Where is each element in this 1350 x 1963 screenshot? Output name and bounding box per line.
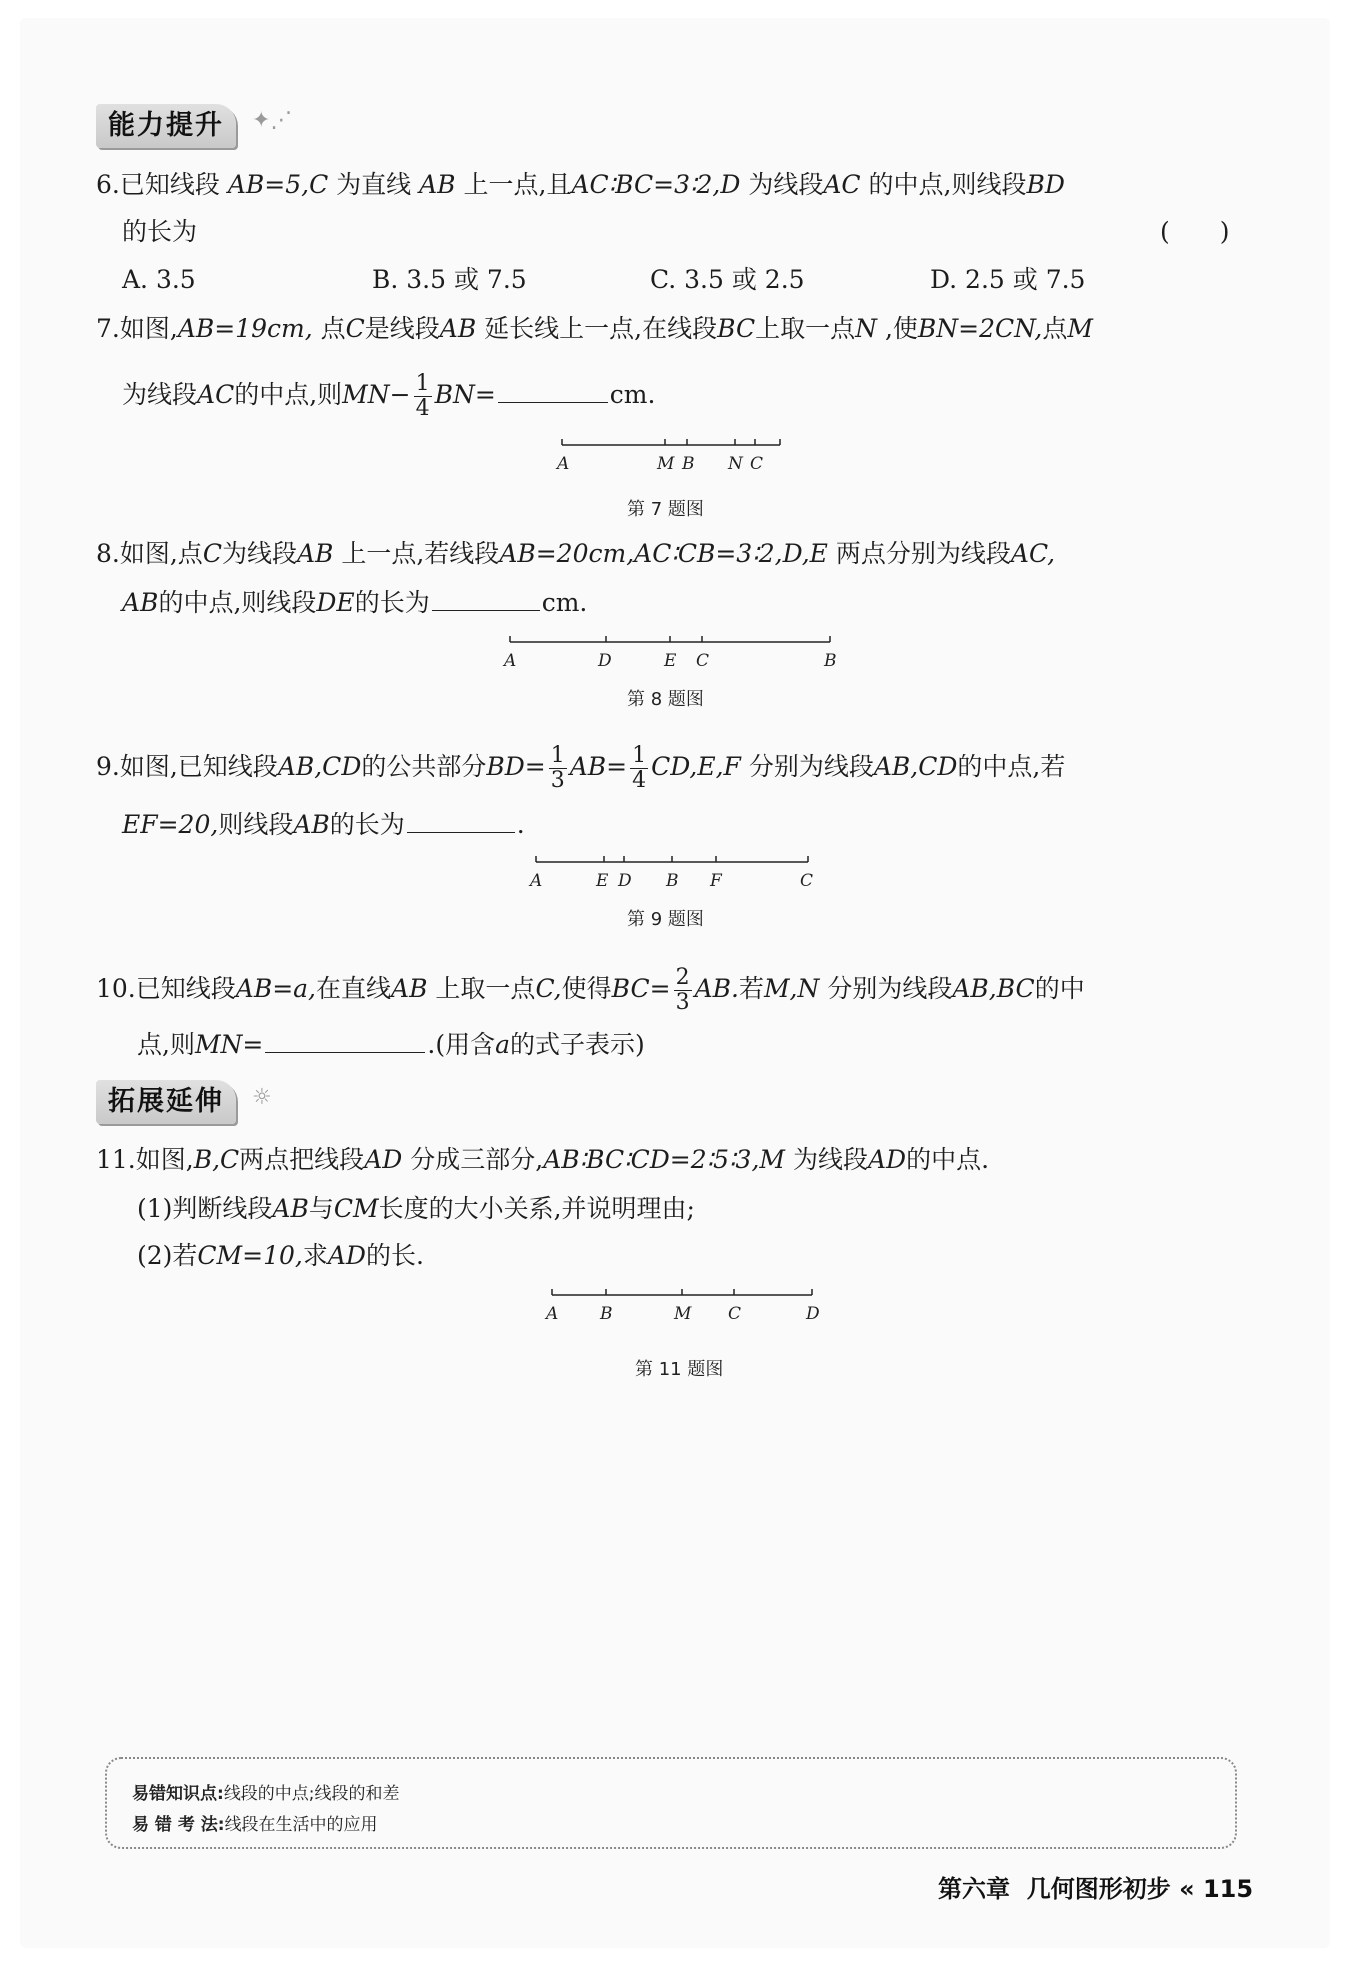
point-label: B xyxy=(600,1304,613,1324)
question-9-line-2: EF=20,则线段AB的长为 . xyxy=(122,810,525,839)
point-label: B xyxy=(666,871,679,891)
point-label: D xyxy=(618,871,632,891)
point-label: A xyxy=(557,454,570,474)
option-a[interactable]: A. 3.5 xyxy=(122,265,196,294)
answer-blank[interactable] xyxy=(432,586,540,611)
error-tip-method: 易 错 考 法:线段在生活中的应用 xyxy=(132,1815,378,1835)
question-10-line-2: 点,则MN= .(用含a的式子表示) xyxy=(137,1030,645,1059)
question-8-line-1: 8.如图,点C为线段AB 上一点,若线段AB=20cm,AC∶CB=3∶2,D,E 两点分别为线段AC, xyxy=(96,539,1056,568)
page-footer: 第六章 几何图形初步 « 115 xyxy=(938,1875,1254,1903)
question-11-sub-1: (1)判断线段AB与CM长度的大小关系,并说明理由; xyxy=(137,1194,695,1223)
question-11-line-1: 11.如图,B,C两点把线段AD 分成三部分,AB∶BC∶CD=2∶5∶3,M 为线段AD的中点. xyxy=(96,1145,990,1174)
point-label: D xyxy=(806,1304,820,1324)
question-8-line-2: AB的中点,则线段DE的长为 cm. xyxy=(122,588,588,617)
question-7-line-2: 为线段AC的中点,则MN− $\frac{1}{4}$ BN= cm. xyxy=(122,371,656,421)
fraction: $\frac{2}{3}$ xyxy=(675,965,690,1015)
page-number: 115 xyxy=(1202,1875,1254,1903)
point-label: A xyxy=(546,1304,559,1324)
figure-9-segment xyxy=(526,850,826,894)
figure-11-caption: 第 11 题图 xyxy=(635,1359,724,1380)
figure-7-segment xyxy=(550,433,790,477)
point-label: F xyxy=(710,871,722,891)
answer-blank[interactable] xyxy=(407,808,515,833)
answer-blank[interactable] xyxy=(265,1028,425,1053)
point-label: C xyxy=(750,454,764,474)
figure-11-segment xyxy=(540,1283,830,1327)
point-label: A xyxy=(530,871,543,891)
figure-8-caption: 第 8 题图 xyxy=(627,689,704,710)
section-title-ability: 能力提升 xyxy=(96,104,236,148)
answer-blank[interactable] xyxy=(498,378,608,403)
figure-9-caption: 第 9 题图 xyxy=(627,909,704,930)
figure-8-segment xyxy=(500,630,850,674)
lightbulb-icon: ☼ xyxy=(252,1085,272,1110)
point-label: M xyxy=(657,454,675,474)
option-c[interactable]: C. 3.5 或 2.5 xyxy=(650,265,805,294)
point-label: D xyxy=(598,651,612,671)
question-6-line-1: 6.已知线段 AB=5,C 为直线 AB 上一点,且AC∶BC=3∶2,D 为线段AC 的中点,则线段BD xyxy=(96,170,1065,199)
point-label: A xyxy=(504,651,517,671)
sparkle-icon: ✦⋰ xyxy=(252,108,293,133)
point-label: C xyxy=(696,651,710,671)
error-tip-knowledge: 易错知识点:线段的中点;线段的和差 xyxy=(132,1784,400,1804)
fraction: $\frac{1}{4}$ xyxy=(632,743,647,793)
question-9-line-1: 9.如图,已知线段AB,CD的公共部分BD= $\frac{1}{3}$ AB= $\frac{1}{4}$ CD,E,F 分别为线段AB,CD的中点,若 xyxy=(96,743,1066,793)
figure-7-caption: 第 7 题图 xyxy=(627,499,704,520)
double-chevron-icon: « xyxy=(1179,1875,1195,1903)
point-label: M xyxy=(674,1304,692,1324)
option-d[interactable]: D. 2.5 或 7.5 xyxy=(930,265,1086,294)
point-label: E xyxy=(664,651,677,671)
question-11-sub-2: (2)若CM=10,求AD的长. xyxy=(137,1241,424,1270)
option-b[interactable]: B. 3.5 或 7.5 xyxy=(372,265,527,294)
point-label: B xyxy=(824,651,837,671)
fraction: $\frac{1}{4}$ xyxy=(415,371,430,421)
point-label: N xyxy=(728,454,743,474)
point-label: C xyxy=(728,1304,742,1324)
question-6-line-2: 的长为 xyxy=(122,217,198,246)
question-10-line-1: 10.已知线段AB=a,在直线AB 上取一点C,使得BC= $\frac{2}{3}$ AB.若M,N 分别为线段AB,BC的中 xyxy=(96,965,1085,1015)
question-7-line-1: 7.如图,AB=19cm, 点C是线段AB 延长线上一点,在线段BC上取一点N ,使BN=2CN,点M xyxy=(96,314,1093,343)
section-title-extension: 拓展延伸 xyxy=(96,1080,236,1124)
answer-paren[interactable]: ( ) xyxy=(1160,217,1230,246)
fraction: $\frac{1}{3}$ xyxy=(550,743,565,793)
point-label: E xyxy=(596,871,609,891)
point-label: B xyxy=(682,454,695,474)
point-label: C xyxy=(800,871,814,891)
